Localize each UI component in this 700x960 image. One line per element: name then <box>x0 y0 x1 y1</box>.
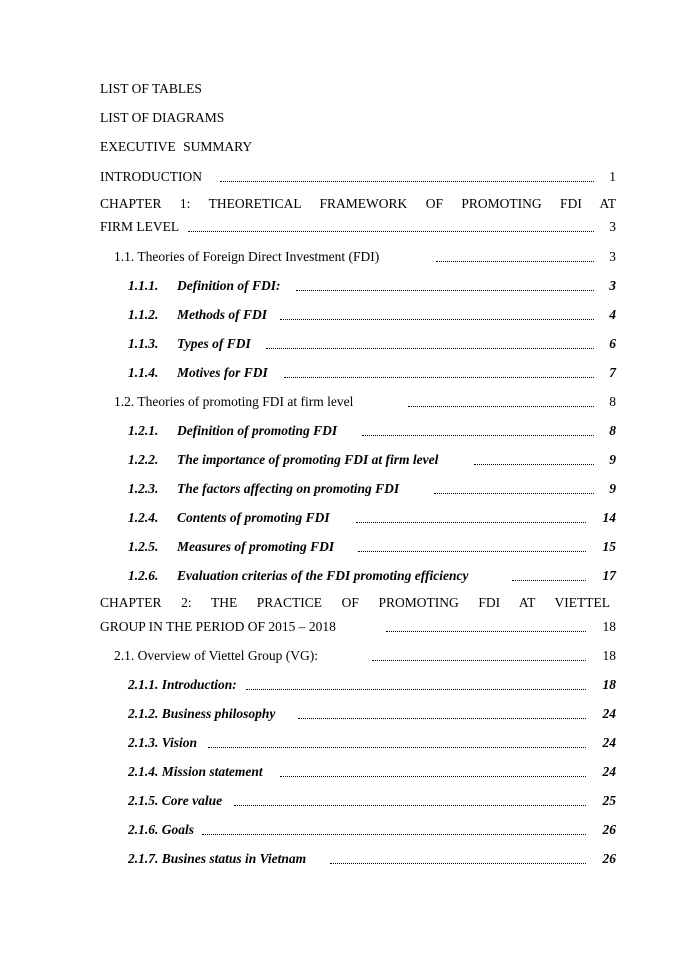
entry-number: 1.1.4. <box>128 365 159 380</box>
entry-page: 24 <box>602 735 616 750</box>
dot-leader <box>356 522 586 523</box>
toc-entry-2-1-2 <box>128 704 616 724</box>
entry-page: 17 <box>602 568 616 583</box>
entry-title: Motives for FDI <box>177 365 268 380</box>
entry-page: 26 <box>602 851 616 866</box>
toc-entry-2-1-4 <box>128 762 616 782</box>
entry-number: 1.1.3. <box>128 336 159 351</box>
entry-title: 2.1.1. Introduction: <box>128 677 237 692</box>
dot-leader <box>386 631 586 632</box>
entry-number: 1.2.5. <box>128 539 159 554</box>
dot-leader <box>234 805 586 806</box>
entry-page: 6 <box>609 336 616 351</box>
toc-entry-1-1-1 <box>128 276 616 296</box>
entry-title: 1.2. Theories of promoting FDI at firm level <box>114 394 354 409</box>
toc-entry-1-2-6 <box>128 566 616 586</box>
toc-entry-2-1-6 <box>128 820 616 840</box>
toc-entry-2-1-3 <box>128 733 616 753</box>
chapter1-title-line1: CHAPTER 1: THEORETICAL FRAMEWORK OF PROMOTING FDI AT <box>100 196 616 211</box>
dot-leader <box>296 290 594 291</box>
entry-title: FIRM LEVEL <box>100 219 180 234</box>
entry-page: 7 <box>609 365 616 380</box>
entry-title: Types of FDI <box>177 336 251 351</box>
entry-number: 1.2.3. <box>128 481 159 496</box>
toc-entry-1-2-2 <box>128 450 616 470</box>
entry-title: Definition of FDI: <box>177 278 281 293</box>
entry-page: 8 <box>609 423 616 438</box>
toc-entry-chapter1 <box>100 217 616 237</box>
entry-page: 9 <box>609 481 616 496</box>
toc-entry-1-2-4 <box>128 508 616 528</box>
toc-entry-1-2-3 <box>128 479 616 499</box>
dot-leader <box>358 551 586 552</box>
dot-leader <box>408 406 594 407</box>
toc-entry-introduction <box>100 167 616 187</box>
toc-entry-section-2-1 <box>114 646 616 666</box>
dot-leader <box>246 689 586 690</box>
entry-title: Contents of promoting FDI <box>177 510 330 525</box>
entry-page: 15 <box>602 539 616 554</box>
toc-entry-2-1-1 <box>128 675 616 695</box>
entry-title: 2.1.3. Vision <box>128 735 198 750</box>
dot-leader <box>434 493 594 494</box>
entry-number: 1.2.2. <box>128 452 159 467</box>
entry-number: 1.2.4. <box>128 510 159 525</box>
toc-entry-1-2-5 <box>128 537 616 557</box>
dot-leader <box>266 348 594 349</box>
dot-leader <box>220 181 594 182</box>
dot-leader <box>298 718 586 719</box>
dot-leader <box>280 776 586 777</box>
dot-leader <box>188 231 594 232</box>
entry-page: 25 <box>602 793 616 808</box>
entry-title: The factors affecting on promoting FDI <box>177 481 400 496</box>
entry-title: 2.1.2. Business philosophy <box>128 706 276 721</box>
dot-leader <box>436 261 594 262</box>
toc-entry-2-1-5 <box>128 791 616 811</box>
dot-leader <box>280 319 594 320</box>
entry-page: 1 <box>609 169 616 184</box>
entry-page: 24 <box>602 764 616 779</box>
entry-title: 1.1. Theories of Foreign Direct Investment (FDI) <box>114 249 380 264</box>
entry-number: 1.1.1. <box>128 278 159 293</box>
entry-title: GROUP IN THE PERIOD OF 2015 – 2018 <box>100 619 336 634</box>
entry-number: 1.1.2. <box>128 307 159 322</box>
toc-executive-summary: EXECUTIVE SUMMARY <box>100 139 253 154</box>
dot-leader <box>512 580 586 581</box>
entry-page: 24 <box>602 706 616 721</box>
toc-list-of-tables: LIST OF TABLES <box>100 81 202 96</box>
entry-page: 18 <box>602 648 616 663</box>
entry-title: INTRODUCTION <box>100 169 202 184</box>
entry-page: 18 <box>602 619 616 634</box>
dot-leader <box>372 660 586 661</box>
entry-title: 2.1. Overview of Viettel Group (VG): <box>114 648 319 663</box>
entry-title: The importance of promoting FDI at firm level <box>177 452 439 467</box>
chapter2-title-line1: CHAPTER 2: THE PRACTICE OF PROMOTING FDI AT VIETTEL <box>100 595 610 610</box>
toc-entry-1-2-1 <box>128 421 616 441</box>
entry-page: 8 <box>609 394 616 409</box>
entry-page: 26 <box>602 822 616 837</box>
entry-title: Evaluation criterias of the FDI promoting efficiency <box>177 568 469 583</box>
entry-title: 2.1.4. Mission statement <box>128 764 263 779</box>
entry-title: 2.1.7. Busines status in Vietnam <box>128 851 307 866</box>
entry-title: 2.1.6. Goals <box>128 822 195 837</box>
toc-entry-chapter2 <box>100 617 616 637</box>
entry-title: 2.1.5. Core value <box>128 793 223 808</box>
toc-entry-1-1-3 <box>128 334 616 354</box>
entry-title: Definition of promoting FDI <box>177 423 338 438</box>
toc-list-of-diagrams: LIST OF DIAGRAMS <box>100 110 225 125</box>
toc-entry-section-1-1 <box>114 247 616 267</box>
dot-leader <box>330 863 586 864</box>
entry-page: 3 <box>609 278 616 293</box>
entry-title: Measures of promoting FDI <box>177 539 335 554</box>
toc-entry-1-1-4 <box>128 363 616 383</box>
entry-title: Methods of FDI <box>177 307 268 322</box>
toc-entry-2-1-7 <box>128 849 616 869</box>
dot-leader <box>284 377 594 378</box>
entry-page: 14 <box>602 510 616 525</box>
entry-page: 4 <box>609 307 616 322</box>
dot-leader <box>202 834 586 835</box>
entry-number: 1.2.1. <box>128 423 159 438</box>
entry-page: 3 <box>609 219 616 234</box>
entry-page: 9 <box>609 452 616 467</box>
entry-page: 3 <box>609 249 616 264</box>
entry-number: 1.2.6. <box>128 568 159 583</box>
toc-entry-1-1-2 <box>128 305 616 325</box>
dot-leader <box>362 435 594 436</box>
toc-entry-section-1-2 <box>114 392 616 412</box>
entry-page: 18 <box>602 677 616 692</box>
dot-leader <box>208 747 586 748</box>
dot-leader <box>474 464 594 465</box>
